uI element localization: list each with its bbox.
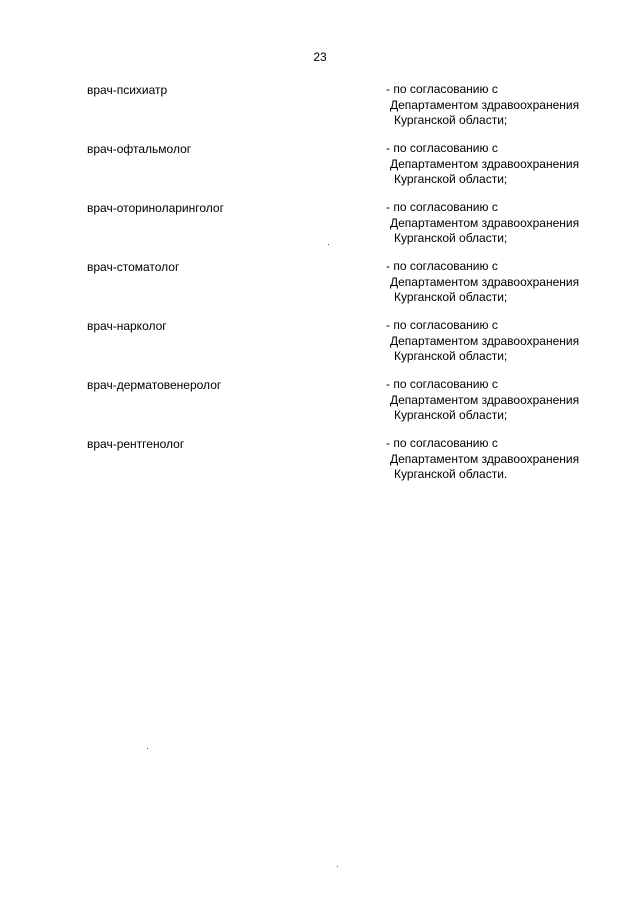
approval-note <box>386 82 626 129</box>
specialist-role: врач-нарколог <box>87 319 167 333</box>
approval-line: Курганской области; <box>394 113 508 127</box>
approval-line: Курганской области; <box>394 290 508 304</box>
approval-line: Департаментом здравоохранения <box>390 333 580 348</box>
approval-note <box>386 377 626 424</box>
approval-line: - по согласованию с <box>386 141 498 155</box>
approval-line: Департаментом здравоохранения <box>390 97 580 112</box>
approval-line: - по согласованию с <box>386 200 498 214</box>
approval-line: Департаментом здравоохранения <box>390 156 580 171</box>
approval-line: Курганской области; <box>394 349 508 363</box>
approval-line: Департаментом здравоохранения <box>390 274 580 289</box>
approval-line: Департаментом здравоохранения <box>390 451 580 466</box>
specialist-role: врач-рентгенолог <box>87 437 185 451</box>
scan-speck <box>147 748 148 749</box>
specialist-role: врач-оториноларинголог <box>87 201 224 215</box>
list-item <box>0 259 640 318</box>
approval-line: Курганской области; <box>394 172 508 186</box>
specialist-role: врач-офтальмолог <box>87 142 192 156</box>
approval-note <box>386 436 626 483</box>
approval-line: Курганской области. <box>394 467 508 481</box>
approval-line: - по согласованию с <box>386 82 498 96</box>
approval-note <box>386 141 626 188</box>
scan-speck <box>337 866 338 867</box>
approval-note <box>386 200 626 247</box>
approval-note <box>386 259 626 306</box>
list-item <box>0 377 640 436</box>
specialist-role: врач-дерматовенеролог <box>87 378 222 392</box>
list-item <box>0 82 640 141</box>
specialist-list <box>0 82 640 495</box>
list-item <box>0 436 640 495</box>
approval-line: Курганской области; <box>394 231 508 245</box>
scan-speck <box>328 244 329 245</box>
page-number: 23 <box>313 50 327 64</box>
list-item <box>0 141 640 200</box>
specialist-role: врач-стоматолог <box>87 260 180 274</box>
approval-line: Департаментом здравоохранения <box>390 392 580 407</box>
approval-line: - по согласованию с <box>386 377 498 391</box>
approval-line: - по согласованию с <box>386 259 498 273</box>
approval-line: - по согласованию с <box>386 318 498 332</box>
list-item <box>0 318 640 377</box>
list-item <box>0 200 640 259</box>
approval-line: Курганской области; <box>394 408 508 422</box>
specialist-role: врач-психиатр <box>87 83 168 97</box>
approval-note <box>386 318 626 365</box>
approval-line: Департаментом здравоохранения <box>390 215 580 230</box>
approval-line: - по согласованию с <box>386 436 498 450</box>
